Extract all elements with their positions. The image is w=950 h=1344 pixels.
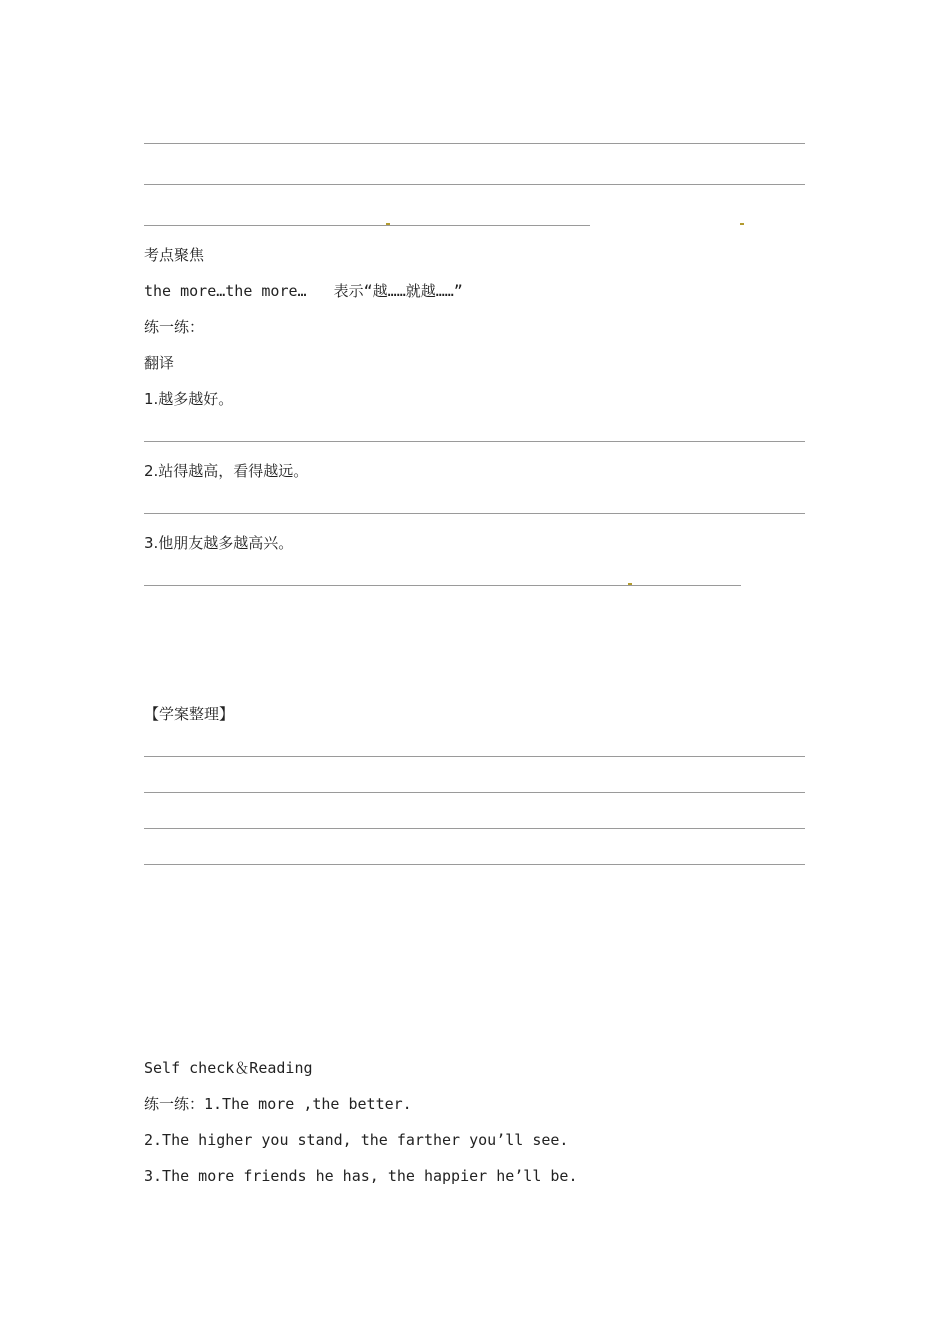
practice-label: 练一练：	[144, 318, 205, 336]
notes-line	[144, 792, 805, 793]
marker-dot	[740, 223, 744, 225]
answer-line	[144, 585, 741, 586]
marker-dot	[386, 223, 390, 225]
answer-item: 练一练：1.The more ,the better.	[144, 1095, 412, 1113]
answer-line	[144, 225, 590, 226]
answer-line	[144, 441, 805, 442]
marker-dot	[628, 583, 632, 585]
task-label: 翻译	[144, 354, 175, 372]
section-focus-title: 考点聚焦	[144, 246, 205, 264]
answer-line	[144, 143, 805, 144]
notes-line	[144, 864, 805, 865]
notes-line	[144, 756, 805, 757]
grammar-rule: the more…the more… 表示“越……就越……”	[144, 282, 463, 300]
translation-item: 1.越多越好。	[144, 390, 234, 408]
translation-item: 3.他朋友越多越高兴。	[144, 534, 294, 552]
answer-item: 3.The more friends he has, the happier he’ll be.	[144, 1167, 578, 1185]
translation-item: 2.站得越高，看得越远。	[144, 462, 309, 480]
answer-line	[144, 184, 805, 185]
section-answers-title: Self check＆Reading	[144, 1059, 313, 1077]
answer-line	[144, 513, 805, 514]
section-notes-title: 【学案整理】	[144, 705, 235, 723]
notes-line	[144, 828, 805, 829]
answer-item: 2.The higher you stand, the farther you’ll see.	[144, 1131, 569, 1149]
